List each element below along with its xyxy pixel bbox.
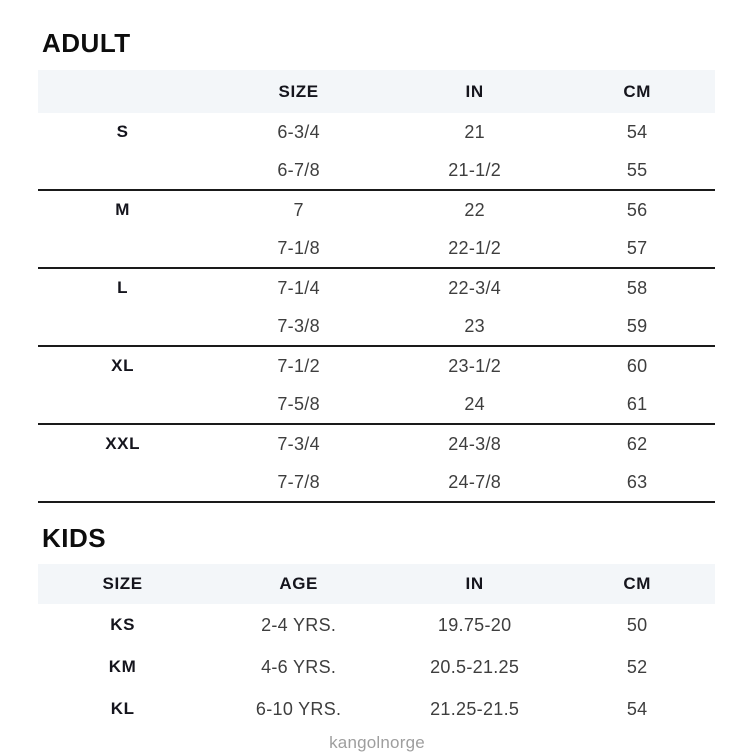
cell-age: 2-4 YRS. bbox=[261, 614, 337, 635]
cell-in: 20.5-21.25 bbox=[430, 656, 520, 677]
group-label: L bbox=[117, 278, 129, 297]
cell-cm: 54 bbox=[626, 121, 648, 142]
adult-header-cm: CM bbox=[623, 81, 651, 101]
cell-size: 7-3/8 bbox=[277, 315, 320, 336]
table-row bbox=[38, 604, 715, 646]
cell-cm: 63 bbox=[626, 471, 648, 492]
group-label: S bbox=[116, 122, 129, 141]
table-row bbox=[38, 307, 715, 345]
cell-cm: 52 bbox=[626, 656, 648, 677]
table-row bbox=[38, 269, 715, 307]
cell-in: 24-7/8 bbox=[448, 471, 502, 492]
cell-in: 22 bbox=[464, 199, 485, 220]
table-row bbox=[38, 347, 715, 385]
kids-header-cm: CM bbox=[623, 574, 651, 593]
table-row bbox=[38, 113, 715, 151]
group-label: XXL bbox=[105, 434, 141, 453]
table-row bbox=[38, 191, 715, 229]
table-row bbox=[38, 385, 715, 423]
kids-table-header-row bbox=[38, 564, 715, 604]
adult-group-s bbox=[38, 113, 715, 191]
cell-cm: 59 bbox=[626, 315, 648, 336]
cell-cm: 56 bbox=[626, 199, 648, 220]
adult-group-xl bbox=[38, 347, 715, 425]
adult-header-in: IN bbox=[465, 81, 484, 101]
adult-group-xxl bbox=[38, 425, 715, 503]
kids-header-size: SIZE bbox=[102, 574, 143, 593]
cell-in: 22-3/4 bbox=[448, 277, 502, 298]
cell-in: 21 bbox=[464, 121, 485, 142]
cell-size: 7-5/8 bbox=[277, 393, 320, 414]
cell-in: 22-1/2 bbox=[448, 237, 502, 258]
cell-size-label: KM bbox=[108, 657, 137, 676]
cell-size: 6-7/8 bbox=[277, 159, 320, 180]
adult-group-m bbox=[38, 191, 715, 269]
adult-header-size: SIZE bbox=[278, 81, 319, 101]
cell-in: 21-1/2 bbox=[448, 159, 502, 180]
cell-cm: 57 bbox=[626, 237, 648, 258]
table-row bbox=[38, 463, 715, 501]
adult-group-l bbox=[38, 269, 715, 347]
cell-size-label: KS bbox=[110, 615, 136, 634]
table-row bbox=[38, 646, 715, 688]
cell-size: 7-1/2 bbox=[277, 355, 320, 376]
cell-cm: 62 bbox=[626, 433, 648, 454]
kids-header-in: IN bbox=[465, 574, 484, 593]
group-label: M bbox=[115, 200, 130, 219]
cell-size: 7 bbox=[293, 199, 304, 220]
table-row bbox=[38, 425, 715, 463]
cell-in: 19.75-20 bbox=[437, 614, 512, 635]
cell-cm: 61 bbox=[626, 393, 648, 414]
cell-size: 6-3/4 bbox=[277, 121, 320, 142]
cell-size: 7-1/4 bbox=[277, 277, 320, 298]
cell-cm: 60 bbox=[626, 355, 648, 376]
cell-cm: 54 bbox=[626, 698, 648, 719]
kids-header-age: AGE bbox=[279, 574, 318, 593]
cell-cm: 50 bbox=[626, 614, 648, 635]
cell-in: 23-1/2 bbox=[448, 355, 502, 376]
cell-size: 7-7/8 bbox=[277, 471, 320, 492]
table-row bbox=[38, 151, 715, 189]
cell-size-label: KL bbox=[110, 699, 135, 718]
adult-size-table bbox=[38, 70, 715, 503]
cell-age: 4-6 YRS. bbox=[261, 656, 337, 677]
kids-section-title: KIDS bbox=[42, 523, 107, 553]
table-row bbox=[38, 229, 715, 267]
adult-section-title: ADULT bbox=[42, 28, 131, 58]
adult-table-header-row bbox=[38, 70, 715, 113]
table-row bbox=[38, 688, 715, 730]
cell-cm: 58 bbox=[626, 277, 648, 298]
cell-in: 23 bbox=[464, 315, 485, 336]
cell-in: 24-3/8 bbox=[448, 433, 502, 454]
brand-watermark: kangolnorge bbox=[329, 733, 425, 752]
cell-size: 7-1/8 bbox=[277, 237, 320, 258]
cell-age: 6-10 YRS. bbox=[255, 698, 342, 719]
cell-in: 21.25-21.5 bbox=[430, 698, 520, 719]
cell-in: 24 bbox=[464, 393, 485, 414]
cell-size: 7-3/4 bbox=[277, 433, 320, 454]
cell-cm: 55 bbox=[626, 159, 648, 180]
kids-size-table bbox=[38, 564, 715, 730]
group-label: XL bbox=[111, 356, 135, 375]
